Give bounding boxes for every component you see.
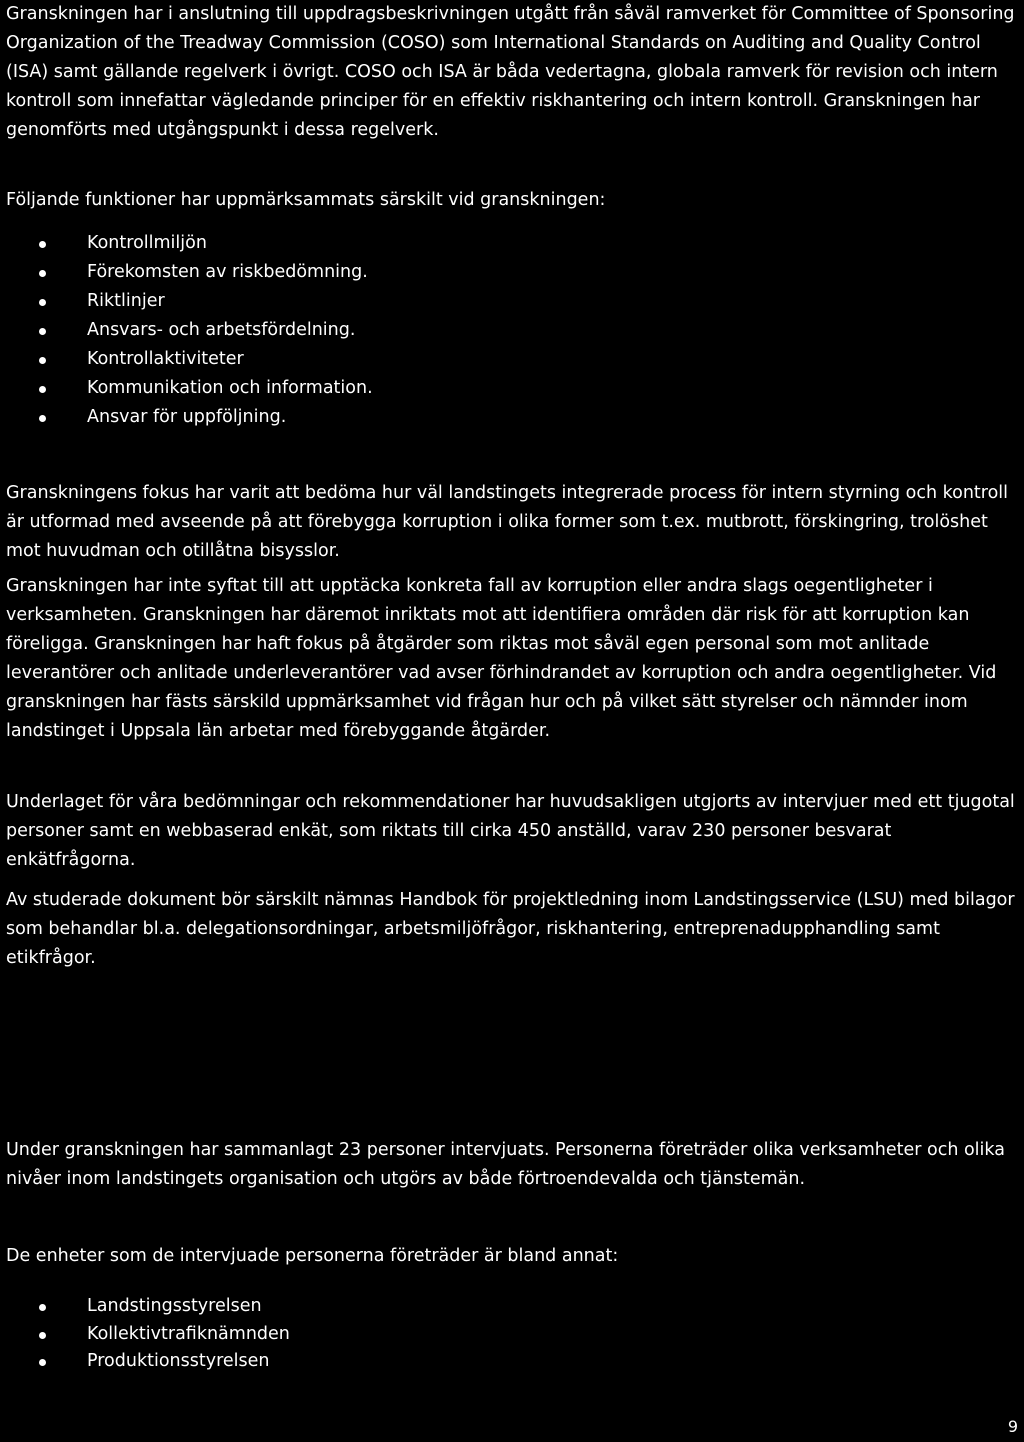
paragraph-text: Granskningens fokus har varit att bedöma hur väl landstingets integrerade process för intern styrning och kontroll är utformad med avseende på att förebygga korruption i olika former som t.ex. mutbrott, förskingring, trolöshet mot huvudman och otillåtna bisysslor. — [6, 483, 1009, 561]
list-item-text: Kontrollmiljön — [87, 233, 207, 253]
list-item-text: Kommunikation och information. — [87, 378, 373, 398]
list-item-text: Ansvars- och arbetsfördelning. — [87, 320, 356, 340]
functions-intro — [6, 186, 1018, 215]
paragraph-text: Underlaget för våra bedömningar och rekommendationer har huvudsakligen utgjorts av intervjuer med ett tjugotal personer samt en webbaserad enkät, som riktats till cirka 450 anställd, varav 230 personer besvarat enkätfrågorna. — [6, 792, 1015, 870]
functions-list — [6, 229, 1018, 432]
bullet-icon — [39, 270, 46, 277]
page-number: 9 — [1007, 1417, 1018, 1436]
list-item — [6, 1320, 1018, 1348]
list-item-text: Förekomsten av riskbedömning. — [87, 262, 368, 282]
bullet-icon — [39, 1332, 46, 1339]
list-item-text: Kontrollaktiviteter — [87, 349, 244, 369]
units-list — [6, 1292, 1018, 1375]
bullet-icon — [39, 357, 46, 364]
bullet-icon — [39, 1304, 46, 1311]
bullet-icon — [39, 386, 46, 393]
bullet-icon — [39, 241, 46, 248]
list-item — [6, 403, 1018, 432]
scope-paragraph — [6, 572, 1018, 746]
paragraph-text: Av studerade dokument bör särskilt nämnas Handbok för projektledning inom Landstingsservice (LSU) med bilagor som behandlar bl.a. delegationsordningar, arbetsmiljöfrågor, riskhantering, entreprenadupphandling samt etikfrågor. — [6, 890, 1015, 968]
bullet-icon — [39, 415, 46, 422]
list-item-text: Ansvar för uppföljning. — [87, 407, 287, 427]
paragraph-text: De enheter som de intervjuade personerna företräder är bland annat: — [6, 1246, 619, 1266]
list-item-text: Riktlinjer — [87, 291, 165, 311]
list-item-text: Kollektivtrafiknämnden — [87, 1323, 290, 1344]
list-item — [6, 287, 1018, 316]
bullet-icon — [39, 299, 46, 306]
basis-paragraph — [6, 788, 1018, 875]
intro-paragraph — [6, 0, 1018, 145]
list-item — [6, 229, 1018, 258]
list-item — [6, 374, 1018, 403]
interviews-paragraph — [6, 1136, 1018, 1194]
bullet-icon — [39, 328, 46, 335]
list-item — [6, 1292, 1018, 1320]
list-item-text: Produktionsstyrelsen — [87, 1351, 270, 1371]
list-item — [6, 316, 1018, 345]
documents-paragraph — [6, 886, 1018, 973]
list-item — [6, 258, 1018, 287]
list-item — [6, 1347, 1018, 1375]
list-item-text: Landstingsstyrelsen — [87, 1296, 262, 1316]
paragraph-text: Granskningen har i anslutning till uppdragsbeskrivningen utgått från såväl ramverket för Committee of Sponsoring Organization of the Treadway Commission (COSO) som International Standards on Auditing and Quality Control (ISA) samt gällande regelverk i övrigt. COSO och ISA är båda vedertagna, globala ramverk för revision och intern kontroll som innefattar vägledande principer för en effektiv riskhantering och intern kontroll. Granskningen har genomförts med utgångspunkt i dessa regelverk. — [6, 4, 1015, 140]
units-intro — [6, 1242, 1018, 1271]
bullet-icon — [39, 1359, 46, 1366]
paragraph-text: Följande funktioner har uppmärksammats särskilt vid granskningen: — [6, 190, 606, 210]
focus-paragraph — [6, 479, 1018, 566]
paragraph-text: Granskningen har inte syftat till att upptäcka konkreta fall av korruption eller andra slags oegentligheter i verksamheten. Granskningen har däremot inriktats mot att identifiera områden där risk för att korruption kan föreligga. Granskningen har haft fokus på åtgärder som riktas mot såväl egen personal som mot anlitade leverantörer och anlitade underleverantörer vad avser förhindrandet av korruption och andra oegentligheter. Vid granskningen har fästs särskild uppmärksamhet vid frågan hur och på vilket sätt styrelser och nämnder inom landstinget i Uppsala län arbetar med förebyggande åtgärder. — [6, 576, 997, 741]
paragraph-text: Under granskningen har sammanlagt 23 personer intervjuats. Personerna företräder olika verksamheter och olika nivåer inom landstingets organisation och utgörs av både förtroendevalda och tjänstemän. — [6, 1140, 1005, 1189]
list-item — [6, 345, 1018, 374]
